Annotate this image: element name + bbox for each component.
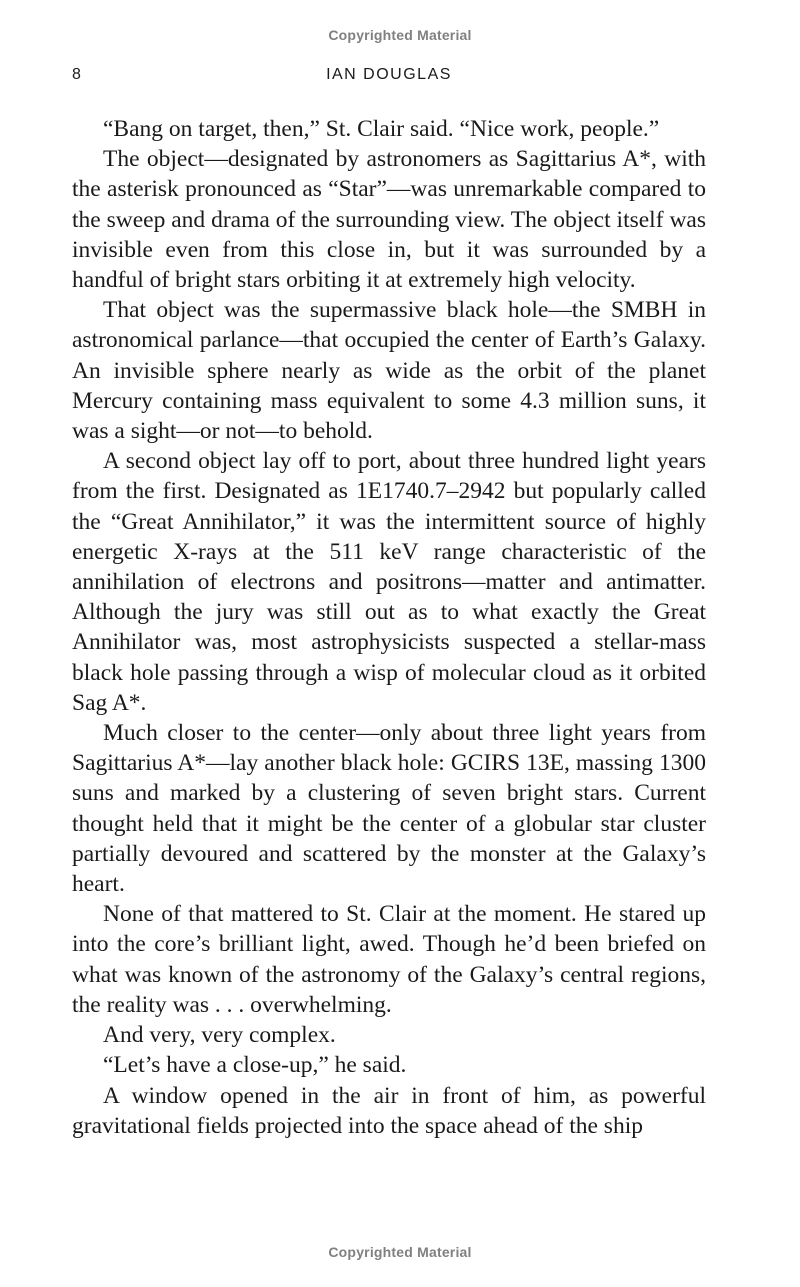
body-text [72,114,706,1141]
running-head-author: IAN DOUGLAS [326,66,452,83]
paragraph: And very, very complex. [103,1022,336,1049]
paragraph: That object was the supermassive black hole—the SMBH in astronomical parlance—that occupied the center of Earth’s Galaxy. An invisible sphere nearly as wide as the orbit of the planet Mercury containing mass equivalent to some 4.3 million suns, it was a sight—or not—to behold. [72,297,706,445]
paragraph: “Bang on target, then,” St. Clair said. “Nice work, people.” [103,116,660,142]
paragraph: A second object lay off to port, about three hundred light years from the first. Designated as 1E1740.7–2942 but popularly called the “Great Annihilator,” it was the intermittent source of highly energetic X-rays at the 511 keV range characteristic of the annihilation of electrons and positrons—matter and antimatter. Although the jury was still out as to what exactly the Great Annihilator was, most astrophysicists suspected a stellar-mass black hole passing through a wisp of molecular cloud as it orbited Sag A*. [72,448,706,716]
paragraph: None of that mattered to St. Clair at the moment. He stared up into the core’s brilliant light, awed. Though he’d been briefed on what was known of the astronomy of the Galaxy’s central regions, the reality was . . . overwhelming. [72,901,706,1018]
page-number: 8 [72,66,81,83]
copyright-watermark-bottom: Copyrighted Material [328,1244,472,1260]
paragraph: A window opened in the air in front of him, as powerful gravitational fields projected into the space ahead of the ship [72,1082,706,1139]
copyright-watermark-top: Copyrighted Material [328,27,472,43]
paragraph: “Let’s have a close-up,” he said. [103,1052,407,1079]
paragraph: Much closer to the center—only about three light years from Sagittarius A*—lay another black hole: GCIRS 13E, massing 1300 suns and marked by a clustering of seven bright stars. Current thought held that it might be the center of a globular star cluster partially devoured and scattered by the monster at the Galaxy’s heart. [72,720,706,898]
paragraph: The object—designated by astronomers as Sagittarius A*, with the asterisk pronounced as “Star”—was unremarkable compared to the sweep and drama of the surrounding view. The object itself was invisible even from this close in, but it was surrounded by a handful of bright stars orbiting it at extremely high velocity. [72,146,706,294]
running-head [72,64,706,90]
